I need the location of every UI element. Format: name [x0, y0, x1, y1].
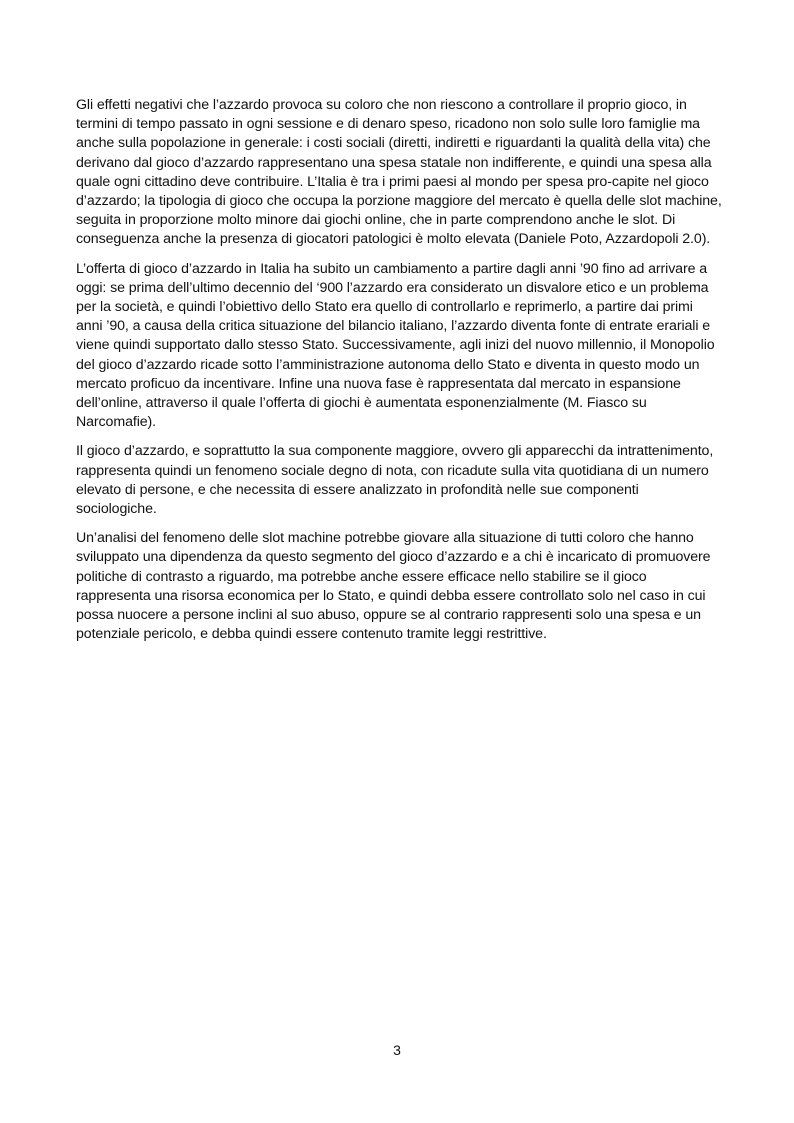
paragraph-2: L’offerta di gioco d’azzardo in Italia ha subito un cambiamento a partire dagli anni ’90 fino ad arrivare a oggi: se prima dell’ultimo decennio del ‘900 l’azzardo era considerato un disvalore etico e un problema per la società, e quindi l’obiettivo dello Stato era quello di controllarlo e reprimerlo, a partire dai primi anni ’90, a causa della critica situazione del bilancio italiano, l’azzardo diventa fonte di entrate erariali e viene quindi supportato dallo stesso Stato. Successivamente, agli inizi del nuovo millennio, il Monopolio del gioco d’azzardo ricade sotto l’amministrazione autonoma dello Stato e diventa in questo modo un mercato proficuo da incentivare. Infine una nuova fase è rappresentata dal mercato in espansione dell’online, attraverso il quale l’offerta di giochi è aumentata esponenzialmente (M. Fiasco su Narcomafie).	[76, 260, 715, 431]
page-number: 3	[393, 1042, 401, 1058]
body-text	[76, 96, 722, 654]
paragraph-4: Un’analisi del fenomeno delle slot machine potrebbe giovare alla situazione di tutti coloro che hanno sviluppato una dipendenza da questo segmento del gioco d’azzardo e a chi è incaricato di promuovere politiche di contrasto a riguardo, ma potrebbe anche essere efficace nello stabilire se il gioco rappresenta una risorsa economica per lo Stato, e quindi debba essere controllato solo nel caso in cui possa nuocere a persone inclini al suo abuso, oppure se al contrario rappresenti solo una spesa e un potenziale pericolo, e debba quindi essere contenuto tramite leggi restrittive.	[76, 530, 711, 643]
paragraph-3: Il gioco d’azzardo, e soprattutto la sua componente maggiore, ovvero gli apparecchi da intrattenimento, rappresenta quindi un fenomeno sociale degno di nota, con ricadute sulla vita quotidiana di un numero elevato di persone, e che necessita di essere analizzato in profondità nelle sue componenti sociologiche.	[76, 443, 714, 518]
paragraph-1: Gli effetti negativi che l’azzardo provoca su coloro che non riescono a controllare il proprio gioco, in termini di tempo passato in ogni sessione e di denaro speso, ricadono non solo sulle loro famiglie ma anche sulla popolazione in generale: i costi sociali (diretti, indiretti e riguardanti la qualità della vita) che derivano dal gioco d’azzardo rappresentano una spesa statale non indifferente, e quindi una spesa alla quale ogni cittadino deve contribuire. L’Italia è tra i primi paesi al mondo per spesa pro-capite nel gioco d’azzardo; la tipologia di gioco che occupa la porzione maggiore del mercato è quella delle slot machine, seguita in proporzione molto minore dai giochi online, che in parte comprendono anche le slot. Di conseguenza anche la presenza di giocatori patologici è molto elevata (Daniele Poto, Azzardopoli 2.0).	[76, 97, 722, 248]
